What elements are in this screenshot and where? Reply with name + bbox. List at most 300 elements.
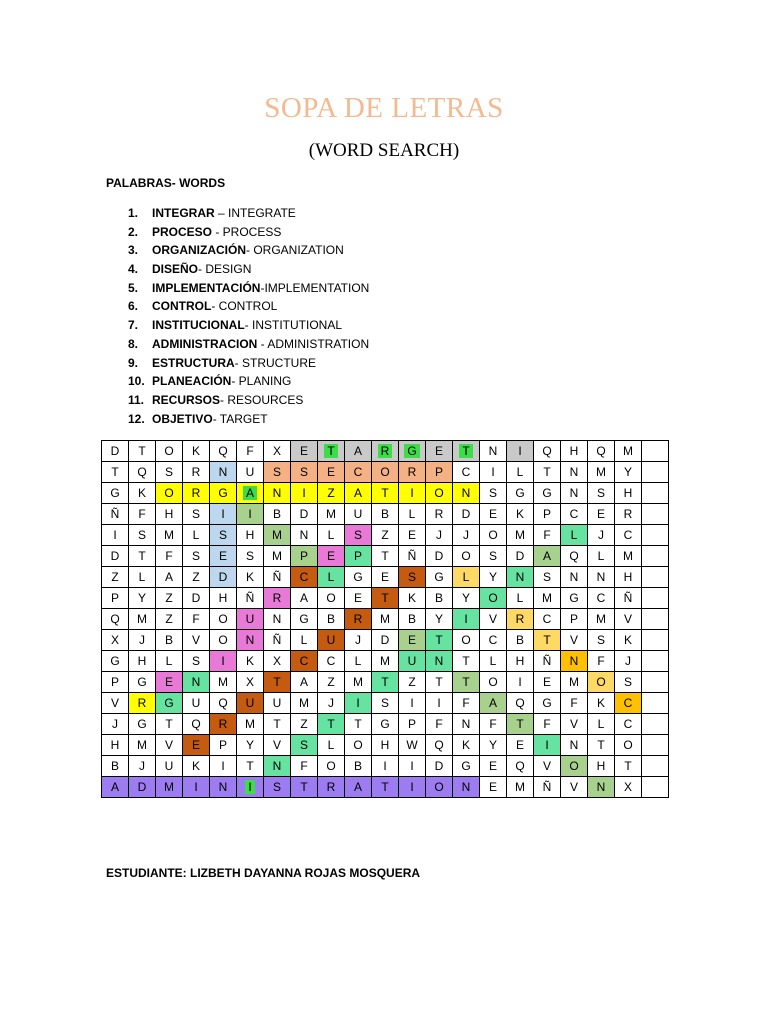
grid-letter: Z [300,717,308,731]
grid-cell [318,441,345,462]
grid-letter: Z [327,675,335,689]
grid-letter: T [138,549,146,563]
grid-letter: I [545,738,549,752]
grid-cell [129,588,156,609]
grid-letter: T [165,717,173,731]
grid-cell [507,651,534,672]
grid-letter: U [326,633,336,647]
grid-letter: S [407,570,416,584]
word-list-item [128,372,369,391]
grid-letter: F [435,717,443,731]
grid-letter: T [381,549,389,563]
grid-letter: Q [218,696,228,710]
grid-cell [480,567,507,588]
grid-cell [129,756,156,777]
grid-cell [426,630,453,651]
grid-cell [129,609,156,630]
grid-letter: R [137,696,147,710]
grid-cell [183,441,210,462]
grid-letter: C [623,528,633,542]
grid-cell [264,546,291,567]
word-number: 5. [128,280,139,295]
grid-cell [561,525,588,546]
grid-letter: S [299,465,308,479]
word-number: 3. [128,243,139,258]
grid-cell [264,525,291,546]
grid-cell [264,735,291,756]
grid-letter: V [542,759,551,773]
grid-cell [264,630,291,651]
grid-cell [426,588,453,609]
grid-cell [237,462,264,483]
grid-cell [399,546,426,567]
grid-cell [183,609,210,630]
grid-cell [318,609,345,630]
grid-letter: G [299,612,309,626]
grid-letter: N [515,570,525,584]
grid-cell [237,567,264,588]
grid-cell [345,546,372,567]
grid-letter: G [380,717,390,731]
grid-cell [534,693,561,714]
grid-letter: G [461,759,471,773]
grid-letter: D [110,549,120,563]
grid-letter: U [245,465,255,479]
grid-letter: S [164,465,173,479]
grid-cell [183,777,210,798]
grid-letter: C [623,717,633,731]
grid-cell [318,777,345,798]
grid-cell [534,504,561,525]
grid-letter: X [272,444,281,458]
grid-letter: T [597,738,605,752]
grid-letter: D [434,759,444,773]
grid-cell [372,588,399,609]
grid-cell [264,777,291,798]
grid-cell [453,462,480,483]
grid-cell [345,714,372,735]
grid-cell [480,630,507,651]
word-number: 4. [128,262,139,277]
grid-cell [615,756,642,777]
grid-cell [480,693,507,714]
grid-letter: M [137,738,147,752]
grid-letter: S [245,549,254,563]
grid-letter: A [353,486,362,500]
grid-cell [642,651,669,672]
grid-cell [615,462,642,483]
grid-cell [183,504,210,525]
grid-letter: E [488,507,497,521]
grid-letter: E [218,549,227,563]
grid-cell [102,546,129,567]
grid-letter: H [515,654,525,668]
grid-letter: S [191,549,200,563]
grid-letter: L [327,528,335,542]
grid-cell [156,735,183,756]
grid-cell [399,756,426,777]
grid-cell [426,441,453,462]
grid-letter: B [353,759,362,773]
grid-cell [588,756,615,777]
grid-letter: I [491,465,495,479]
grid-cell [615,714,642,735]
grid-letter: S [542,570,551,584]
grid-cell [507,483,534,504]
grid-letter: A [542,549,551,563]
word-number: 12. [128,411,145,426]
word-number: 2. [128,224,139,239]
grid-letter: T [543,633,551,647]
grid-letter: A [110,780,119,794]
grid-letter: S [488,549,497,563]
word-list-item [128,223,369,242]
grid-letter: I [437,696,441,710]
grid-letter: N [569,570,579,584]
grid-letter: B [407,612,416,626]
grid-letter: K [623,633,632,647]
grid-letter: I [302,486,306,500]
grid-letter: O [488,675,498,689]
grid-cell [534,756,561,777]
word-list-item [128,279,369,298]
grid-cell [129,630,156,651]
grid-letter: R [326,780,336,794]
grid-letter: H [245,528,255,542]
grid-letter: Q [191,717,201,731]
grid-letter: A [299,675,308,689]
grid-letter: Y [623,465,632,479]
grid-cell [561,714,588,735]
grid-cell [642,693,669,714]
word-english: - TARGET [212,411,268,426]
grid-cell [345,672,372,693]
grid-cell [291,567,318,588]
word-spanish: IMPLEMENTACIÓN [152,280,261,295]
grid-cell [399,525,426,546]
grid-cell [102,714,129,735]
grid-cell [345,525,372,546]
grid-cell [642,504,669,525]
grid-cell [588,546,615,567]
grid-cell [399,693,426,714]
word-list-item [128,391,369,410]
grid-letter: G [110,654,120,668]
word-spanish: OBJETIVO [152,411,213,426]
grid-cell [588,714,615,735]
grid-letter: Q [569,549,579,563]
grid-cell [507,525,534,546]
grid-letter: V [272,738,281,752]
grid-letter: J [436,528,442,542]
grid-cell [642,546,669,567]
grid-cell [156,567,183,588]
grid-letter: C [461,465,471,479]
grid-letter: G [137,717,147,731]
grid-cell [507,462,534,483]
grid-letter: P [353,549,362,563]
grid-cell [399,462,426,483]
grid-cell [507,630,534,651]
grid-letter: T [273,675,281,689]
grid-cell [318,546,345,567]
grid-cell [507,777,534,798]
grid-letter: H [110,738,120,752]
grid-cell [318,588,345,609]
grid-letter: P [110,591,119,605]
grid-letter: K [461,738,470,752]
grid-letter: L [516,591,524,605]
grid-cell [534,567,561,588]
grid-letter: A [243,486,257,500]
grid-letter: L [138,570,146,584]
grid-letter: T [354,717,362,731]
grid-letter: G [110,486,120,500]
grid-cell [183,672,210,693]
grid-cell [183,714,210,735]
grid-cell [561,693,588,714]
word-list-item [128,241,369,260]
grid-cell [291,651,318,672]
grid-letter: O [218,633,228,647]
grid-letter: M [380,612,390,626]
grid-letter: V [110,696,119,710]
grid-letter: S [218,528,227,542]
grid-letter: R [191,465,201,479]
grid-letter: S [191,507,200,521]
grid-letter: F [543,528,551,542]
grid-cell [129,651,156,672]
grid-letter: U [245,612,255,626]
grid-letter: E [407,633,416,647]
grid-letter: H [569,444,579,458]
grid-cell [156,672,183,693]
grid-letter: S [623,675,632,689]
grid-cell [156,588,183,609]
grid-cell [237,630,264,651]
grid-letter: T [381,780,389,794]
grid-cell [561,588,588,609]
grid-letter: S [596,486,605,500]
grid-cell [372,525,399,546]
grid-cell [399,441,426,462]
grid-letter: T [273,717,281,731]
grid-cell [291,693,318,714]
grid-cell [426,672,453,693]
grid-letter: V [623,612,632,626]
grid-letter: J [463,528,469,542]
grid-letter: S [380,696,389,710]
grid-letter: L [597,717,605,731]
grid-letter: U [407,654,417,668]
grid-cell [291,546,318,567]
grid-cell [102,609,129,630]
grid-cell [426,651,453,672]
grid-letter: X [623,780,632,794]
grid-letter: P [434,465,443,479]
grid-cell [534,525,561,546]
grid-cell [642,609,669,630]
grid-letter: O [488,591,498,605]
grid-letter: I [194,780,198,794]
grid-letter: Q [434,738,444,752]
grid-cell [156,651,183,672]
word-spanish: INSTITUCIONAL [152,318,245,333]
grid-cell [345,693,372,714]
grid-letter: G [404,444,419,458]
grid-letter: M [623,549,633,563]
grid-cell [534,735,561,756]
grid-cell [399,714,426,735]
grid-letter: C [353,465,363,479]
grid-cell [264,714,291,735]
grid-cell [561,567,588,588]
grid-letter: A [299,591,308,605]
grid-letter: T [459,444,472,458]
grid-letter: M [515,780,525,794]
grid-cell [615,525,642,546]
word-number: 6. [128,299,139,314]
grid-cell [318,630,345,651]
grid-letter: O [164,444,174,458]
grid-letter: M [164,780,174,794]
grid-letter: T [324,444,337,458]
grid-letter: K [245,570,254,584]
grid-cell [210,756,237,777]
grid-letter: C [596,591,606,605]
grid-cell [615,777,642,798]
grid-cell [642,588,669,609]
grid-cell [426,609,453,630]
grid-letter: P [299,549,308,563]
grid-letter: E [299,444,308,458]
grid-letter: F [489,717,497,731]
grid-letter: R [623,507,633,521]
grid-cell [345,504,372,525]
grid-cell [507,588,534,609]
grid-cell [534,672,561,693]
grid-cell [129,546,156,567]
word-list-item [128,354,369,373]
grid-letter: T [381,591,389,605]
grid-cell [210,462,237,483]
grid-cell [534,462,561,483]
grid-letter: O [596,675,606,689]
grid-cell [588,672,615,693]
grid-cell [453,714,480,735]
grid-letter: I [410,696,414,710]
grid-letter: I [221,507,225,521]
grid-letter: W [406,738,418,752]
grid-letter: I [518,675,522,689]
grid-cell [102,525,129,546]
grid-cell [561,756,588,777]
grid-cell [102,504,129,525]
grid-cell [183,735,210,756]
grid-cell [156,714,183,735]
grid-letter: O [569,759,579,773]
grid-cell [210,630,237,651]
grid-letter: O [326,591,336,605]
grid-letter: R [515,612,525,626]
grid-letter: V [569,780,578,794]
grid-cell [588,441,615,462]
grid-letter: V [164,738,173,752]
grid-letter: O [461,633,471,647]
grid-cell [561,504,588,525]
grid-letter: Y [461,591,470,605]
grid-cell [642,567,669,588]
word-spanish: PROCESO [152,224,213,239]
grid-letter: Ñ [245,591,255,605]
word-number: 7. [128,318,139,333]
grid-cell [156,546,183,567]
grid-cell [291,630,318,651]
grid-cell [642,714,669,735]
grid-cell [480,651,507,672]
grid-cell [453,609,480,630]
grid-cell [156,630,183,651]
grid-cell [615,483,642,504]
grid-letter: D [434,549,444,563]
grid-letter: S [137,528,146,542]
grid-cell [102,588,129,609]
grid-cell [372,483,399,504]
grid-letter: M [137,612,147,626]
grid-cell [291,483,318,504]
grid-cell [507,756,534,777]
word-list-item [128,335,369,354]
grid-cell [480,588,507,609]
grid-letter: N [272,759,282,773]
grid-letter: Y [137,591,146,605]
grid-cell [291,504,318,525]
grid-cell [156,462,183,483]
grid-letter: I [356,696,360,710]
grid-letter: J [355,633,361,647]
grid-cell [156,504,183,525]
grid-cell [615,735,642,756]
grid-letter: X [245,675,254,689]
grid-cell [507,735,534,756]
grid-cell [345,651,372,672]
grid-cell [642,630,669,651]
grid-cell [615,567,642,588]
grid-cell [480,735,507,756]
grid-cell [102,630,129,651]
grid-letter: I [410,486,414,500]
grid-cell [129,714,156,735]
grid-cell [453,567,480,588]
grid-cell [534,441,561,462]
grid-letter: D [515,549,525,563]
grid-letter: M [596,465,606,479]
grid-letter: D [191,591,201,605]
grid-letter: B [434,591,443,605]
grid-letter: M [353,675,363,689]
grid-letter: N [218,780,228,794]
grid-letter: O [218,612,228,626]
grid-letter: N [488,444,498,458]
grid-cell [480,546,507,567]
grid-letter: U [353,507,363,521]
grid-letter: S [353,528,362,542]
grid-cell [237,714,264,735]
grid-cell [264,588,291,609]
grid-cell [237,756,264,777]
grid-letter: B [164,633,173,647]
grid-cell [318,567,345,588]
